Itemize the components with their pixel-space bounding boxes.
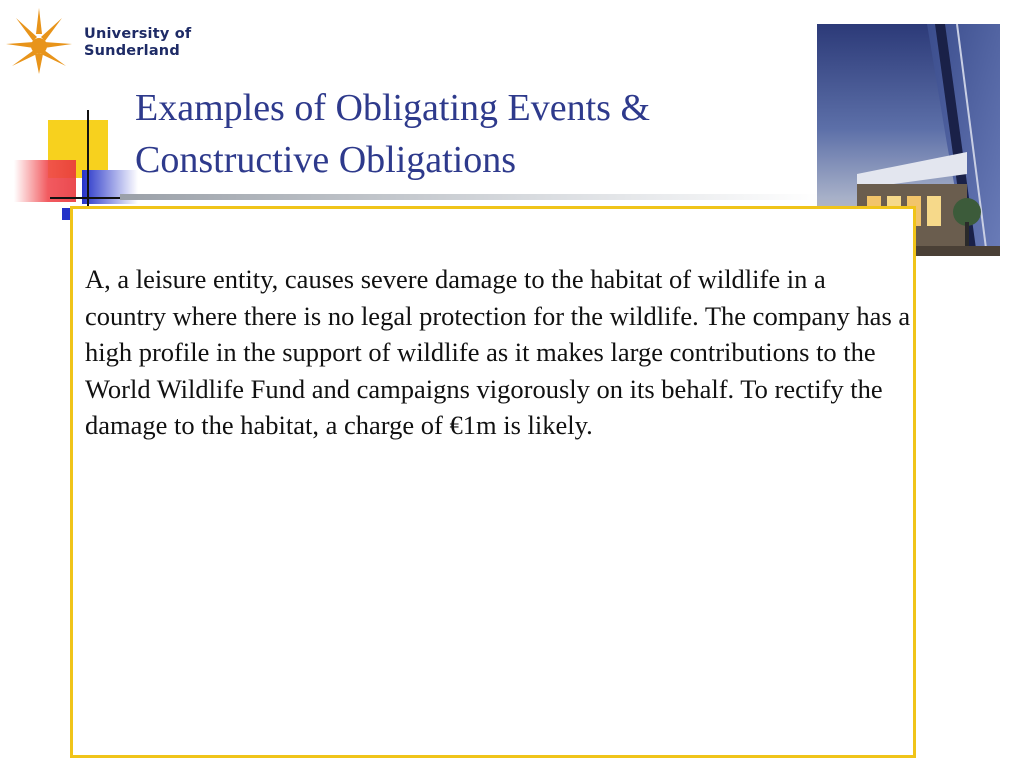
content-box [70,206,916,758]
university-name-line1: University of [84,26,192,42]
university-logo [4,4,224,76]
slide-title [135,82,805,186]
title-rule [120,194,820,200]
deco-red-square [14,160,76,202]
slide-body-text: A, a leisure entity, causes severe damage to the habitat of wildlife in a country where there is no legal protection for the wildlife. The company has a high profile in the support of wildlife as it makes large contributions to the World Wildlife Fund and campaigns vigorously on its behalf. To rectify the damage to the habitat, a charge of €1m is likely. [85,264,911,440]
university-name [84,26,191,60]
sunburst-logo-icon [4,4,74,76]
slide-title-line2: Constructive Obligations [135,139,517,181]
slide-title-line1: Examples of Obligating Events & [135,87,651,129]
university-name-line2: Sunderland [84,43,180,59]
